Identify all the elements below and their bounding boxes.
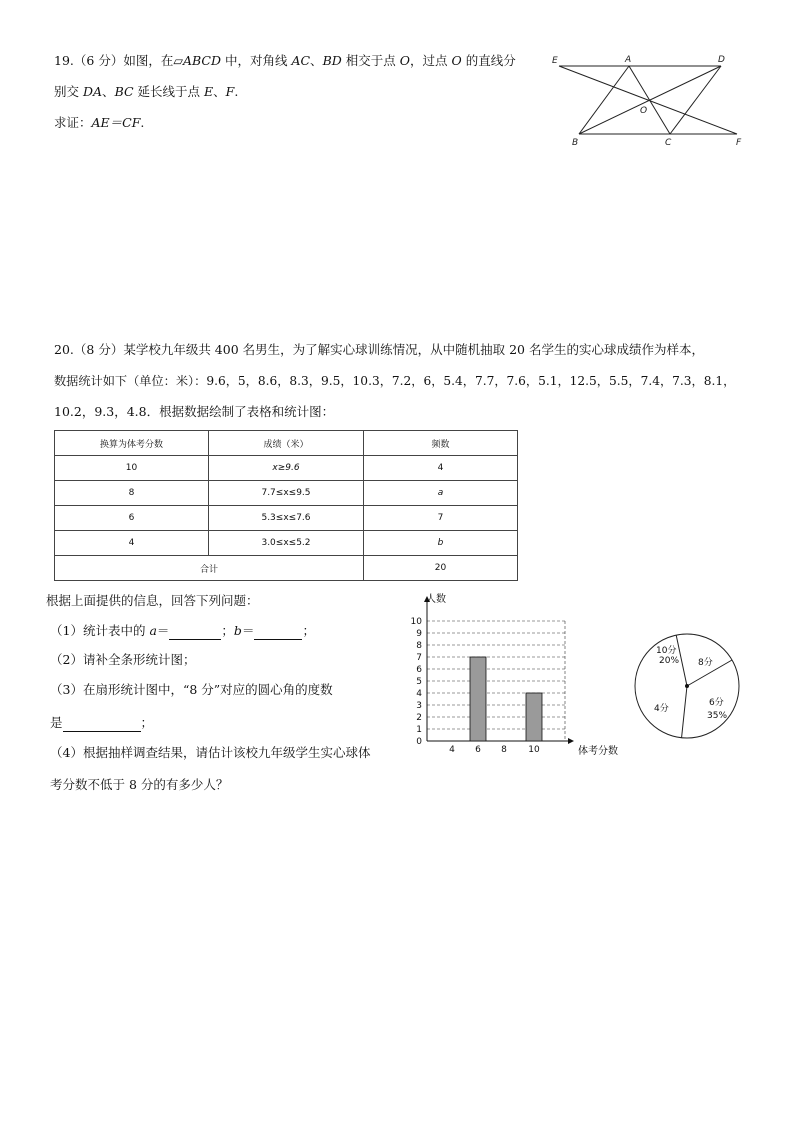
bar-ytick-label: 4	[416, 689, 422, 699]
q19-text: 中，对角线	[221, 53, 292, 68]
pie-chart	[630, 625, 745, 747]
q19-da: DA	[82, 84, 103, 99]
q20-q3-text: ；	[140, 715, 154, 730]
q20-intro1	[54, 341, 704, 359]
q20-q1	[50, 622, 315, 640]
bar-ytick-label: 1	[416, 725, 422, 735]
q19-text: 的直线分	[461, 53, 516, 68]
q19-o: O	[399, 53, 410, 68]
q19-text: 如图，在	[123, 53, 174, 68]
q20-q1-b: b	[233, 623, 242, 638]
table-cell: 5.3≤x≤7.6	[209, 506, 364, 531]
bar-chart	[400, 588, 625, 763]
bar-ytick-label: 5	[416, 677, 422, 687]
q19-number: 19.	[54, 53, 74, 68]
label-a: A	[625, 55, 632, 65]
table-cell: a	[364, 481, 518, 506]
bar-ytick-label: 8	[416, 641, 422, 651]
parallelogram-symbol: ▱	[173, 53, 183, 68]
bar-ytick-label: 7	[416, 653, 422, 663]
q20-q3-line2	[50, 714, 153, 732]
q19-ac: AC	[291, 53, 311, 68]
table-row	[55, 531, 518, 556]
bar-6	[470, 657, 486, 741]
q19-prove	[54, 114, 144, 132]
bar-xtick-label: 10	[528, 745, 540, 755]
label-o: O	[640, 106, 648, 116]
q20-q1-text: ＝	[241, 623, 255, 638]
table-total-value: 20	[364, 556, 518, 581]
label-f: F	[736, 138, 742, 148]
table-row	[55, 481, 518, 506]
bar-ytick-label: 10	[410, 617, 422, 627]
table-cell: 10	[55, 456, 209, 481]
q19-text: 、	[102, 84, 115, 99]
bar-ytick-label: 6	[416, 665, 422, 675]
table-header: 换算为体考分数	[55, 431, 209, 456]
q19-text: 、	[213, 84, 226, 99]
bar-xtick-label: 4	[449, 745, 455, 755]
q20-q1-text: ；	[302, 623, 315, 638]
label-b: B	[572, 138, 579, 148]
table-header: 成绩（米）	[209, 431, 364, 456]
q20-questions-intro: 根据上面提供的信息，回答下列问题：	[46, 593, 259, 608]
table-header-row	[55, 431, 518, 456]
bar-ytick-label: 9	[416, 629, 422, 639]
bar-ytick-label: 0	[416, 737, 422, 747]
answer-blank-a[interactable]	[169, 625, 221, 640]
bar-ytick-label: 3	[416, 701, 422, 711]
label-e: E	[552, 56, 558, 66]
table-cell: b	[364, 531, 518, 556]
bar-10	[526, 693, 542, 741]
q20-q3-line1: （3）在扇形统计图中，“8 分”对应的圆心角的度数	[50, 682, 333, 697]
q20-q1-text: ＝	[156, 623, 170, 638]
table-cell: x≥9.6	[209, 456, 364, 481]
q20-score: （8 分）	[73, 342, 124, 357]
pie-percent-6: 35%	[707, 711, 728, 721]
q19-abcd: ABCD	[182, 53, 221, 68]
q20-intro3: 10.2，9.3，4.8．根据数据绘制了表格和统计图：	[54, 404, 335, 419]
q19-score: （6 分）	[73, 53, 124, 68]
q19-line2	[54, 83, 238, 101]
pie-percent-10: 20%	[659, 656, 680, 666]
q19-text: 延长线于点	[133, 84, 204, 99]
pie-center	[685, 684, 689, 688]
q19-parallelogram-figure	[550, 50, 750, 150]
bar-ytick-label: 2	[416, 713, 422, 723]
q20-q2: （2）请补全条形统计图；	[50, 652, 196, 667]
table-cell: 4	[55, 531, 209, 556]
table-cell: 4	[364, 456, 518, 481]
label-d: D	[718, 55, 725, 65]
bar-chart-ylabel: 人数	[426, 594, 446, 605]
label-c: C	[665, 138, 672, 148]
q20-intro-text: 某学校九年级共 400 名男生，为了解实心球训练情况，从中随机抽取 20 名学生的实心球成绩作为样本，	[123, 342, 704, 357]
table-cell: 6	[55, 506, 209, 531]
q19-bd: BD	[322, 53, 342, 68]
q20-q1-text: （1）统计表中的	[50, 623, 150, 638]
q20-number: 20.	[54, 342, 74, 357]
q20-q4-line1: （4）根据抽样调查结果，请估计该校九年级学生实心球体	[50, 745, 371, 760]
q19-text: ，过点	[409, 53, 452, 68]
q20-intro2: 数据统计如下（单位：米）：9.6，5，8.6，8.3，9.5，10.3，7.2，6，5.4，7.7，7.6，5.1，12.5，5.5，7.4，7.3，8.1，	[54, 374, 736, 388]
table-row	[55, 456, 518, 481]
q19-text: .	[234, 84, 239, 99]
table-header: 频数	[364, 431, 518, 456]
q19-text: 别交	[54, 84, 83, 99]
q20-q3-text: 是	[50, 715, 63, 730]
q19-prove-label: 求证：	[54, 115, 92, 130]
pie-label-10: 10分	[656, 646, 677, 656]
q19-text: 相交于点	[341, 53, 400, 68]
table-total-row	[55, 556, 518, 581]
q19-o: O	[451, 53, 462, 68]
q19-f: F	[225, 84, 235, 99]
pie-label-8: 8分	[698, 658, 713, 668]
answer-blank-b[interactable]	[254, 625, 302, 640]
table-cell: 7	[364, 506, 518, 531]
table-cell: 3.0≤x≤5.2	[209, 531, 364, 556]
q19-e: E	[204, 84, 214, 99]
q19-line1	[54, 52, 516, 70]
table-total-label: 合计	[55, 556, 364, 581]
table-cell: 8	[55, 481, 209, 506]
table-cell: 7.7≤x≤9.5	[209, 481, 364, 506]
frequency-table	[54, 430, 518, 581]
q20-q4-line2: 考分数不低于 8 分的有多少人？	[50, 777, 229, 792]
bar-chart-xlabel: 体考分数	[578, 746, 618, 757]
bar-x-axis-arrow	[568, 738, 574, 744]
bar-xtick-label: 6	[475, 745, 481, 755]
q19-prove-eq: AE＝CF	[91, 115, 141, 130]
q20-q1-text: ；	[221, 623, 234, 638]
q19-bc: BC	[114, 84, 134, 99]
q19-text: .	[140, 115, 145, 130]
answer-blank-angle[interactable]	[63, 717, 141, 732]
table-row	[55, 506, 518, 531]
bar-xtick-label: 8	[501, 745, 507, 755]
q20-q1-a: a	[149, 623, 157, 638]
pie-label-6: 6分	[709, 698, 724, 708]
pie-label-4: 4分	[654, 704, 669, 714]
q19-text: 、	[310, 53, 323, 68]
